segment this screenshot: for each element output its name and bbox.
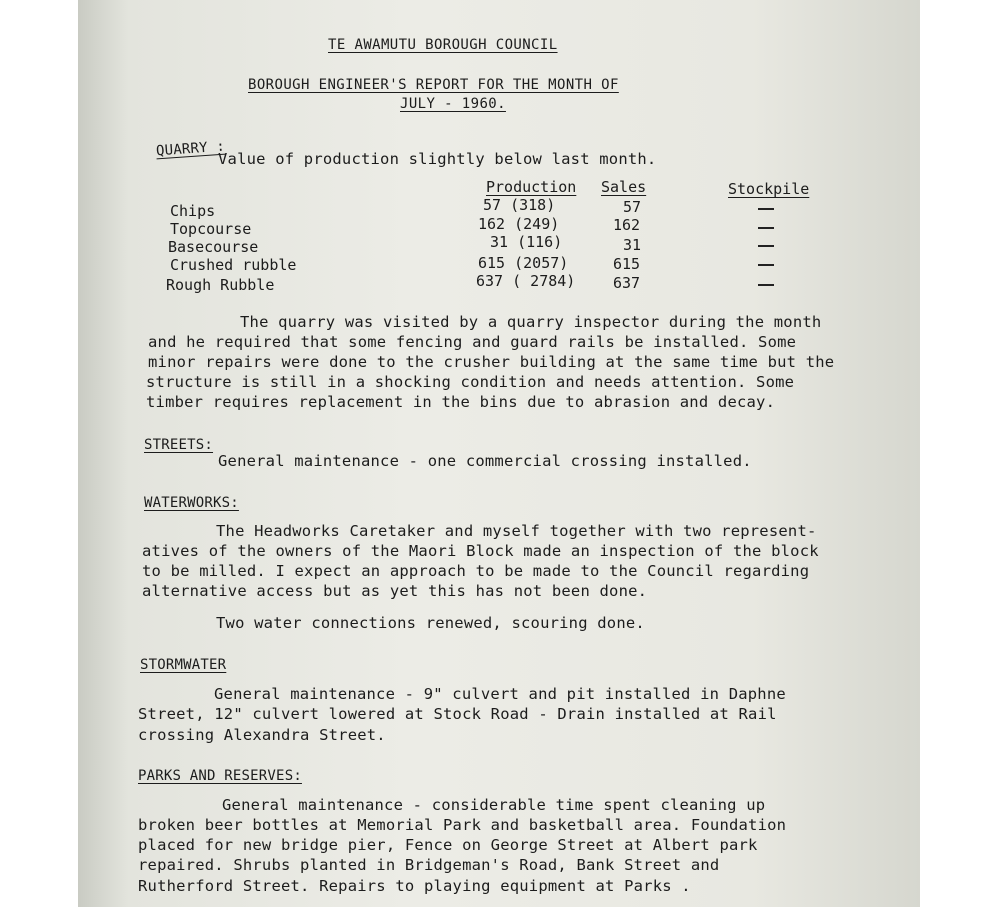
- quarry-heading: QUARRY :: [155, 138, 226, 160]
- paragraph-line: structure is still in a shocking condition and needs attention. Some: [146, 373, 795, 391]
- paragraph-line: and he required that some fencing and guard rails be installed. Some: [148, 333, 797, 351]
- col-sales: Sales: [601, 178, 647, 196]
- streets-text: General maintenance - one commercial crossing installed.: [218, 452, 752, 470]
- row-sales: 162: [613, 216, 641, 234]
- stockpile-dash: [758, 208, 774, 210]
- row-name: Basecourse: [168, 238, 259, 256]
- row-sales: 31: [623, 236, 642, 254]
- row-production: 31 (116): [490, 233, 563, 251]
- paragraph-line: repaired. Shrubs planted in Bridgeman's Road, Bank Street and: [138, 856, 720, 874]
- report-title: BOROUGH ENGINEER'S REPORT FOR THE MONTH OF: [248, 77, 619, 93]
- stockpile-dash: [758, 227, 774, 229]
- paragraph-line: Street, 12" culvert lowered at Stock Road - Drain installed at Rail: [138, 705, 777, 723]
- paragraph-line: crossing Alexandra Street.: [138, 726, 386, 744]
- paragraph-line: The Headworks Caretaker and myself together with two represent-: [216, 522, 817, 540]
- row-sales: 615: [613, 255, 641, 273]
- stockpile-dash: [758, 284, 774, 286]
- quarry-intro: Value of production slightly below last month.: [218, 150, 657, 168]
- paragraph-line: to be milled. I expect an approach to be made to the Council regarding: [142, 562, 810, 580]
- row-production: 57 (318): [483, 196, 556, 214]
- parks-heading: PARKS AND RESERVES:: [138, 768, 302, 784]
- document-page: [78, 0, 920, 907]
- streets-heading: STREETS:: [144, 437, 214, 453]
- row-sales: 57: [623, 198, 642, 216]
- stormwater-heading: STORMWATER: [140, 657, 227, 673]
- council-name: TE AWAMUTU BOROUGH COUNCIL: [328, 37, 558, 53]
- row-production: 637 ( 2784): [476, 272, 576, 290]
- paragraph-line: placed for new bridge pier, Fence on George Street at Albert park: [138, 836, 758, 854]
- paragraph-line: minor repairs were done to the crusher building at the same time but the: [148, 353, 835, 371]
- waterworks-paragraph-2: Two water connections renewed, scouring done.: [216, 614, 645, 632]
- stockpile-dash: [758, 245, 774, 247]
- paragraph-line: General maintenance - 9" culvert and pit installed in Daphne: [214, 685, 786, 703]
- row-name: Rough Rubble: [166, 276, 275, 294]
- row-sales: 637: [613, 274, 641, 292]
- stockpile-dash: [758, 264, 774, 266]
- col-production: Production: [486, 178, 577, 196]
- waterworks-heading: WATERWORKS:: [144, 495, 239, 511]
- row-name: Crushed rubble: [170, 256, 297, 274]
- paragraph-line: broken beer bottles at Memorial Park and basketball area. Foundation: [138, 816, 787, 834]
- paragraph-line: timber requires replacement in the bins due to abrasion and decay.: [146, 393, 776, 411]
- report-month: JULY - 1960.: [400, 96, 506, 112]
- row-production: 162 (249): [478, 215, 560, 233]
- row-production: 615 (2057): [478, 254, 569, 272]
- row-name: Topcourse: [170, 220, 252, 238]
- paragraph-line: General maintenance - considerable time spent cleaning up: [222, 796, 766, 814]
- paragraph-line: Rutherford Street. Repairs to playing equipment at Parks .: [138, 877, 691, 895]
- paragraph-line: alternative access but as yet this has not been done.: [142, 582, 648, 600]
- paragraph-line: The quarry was visited by a quarry inspector during the month: [240, 313, 822, 331]
- row-name: Chips: [170, 202, 216, 220]
- paragraph-line: atives of the owners of the Maori Block made an inspection of the block: [142, 542, 819, 560]
- col-stockpile: Stockpile: [728, 180, 810, 198]
